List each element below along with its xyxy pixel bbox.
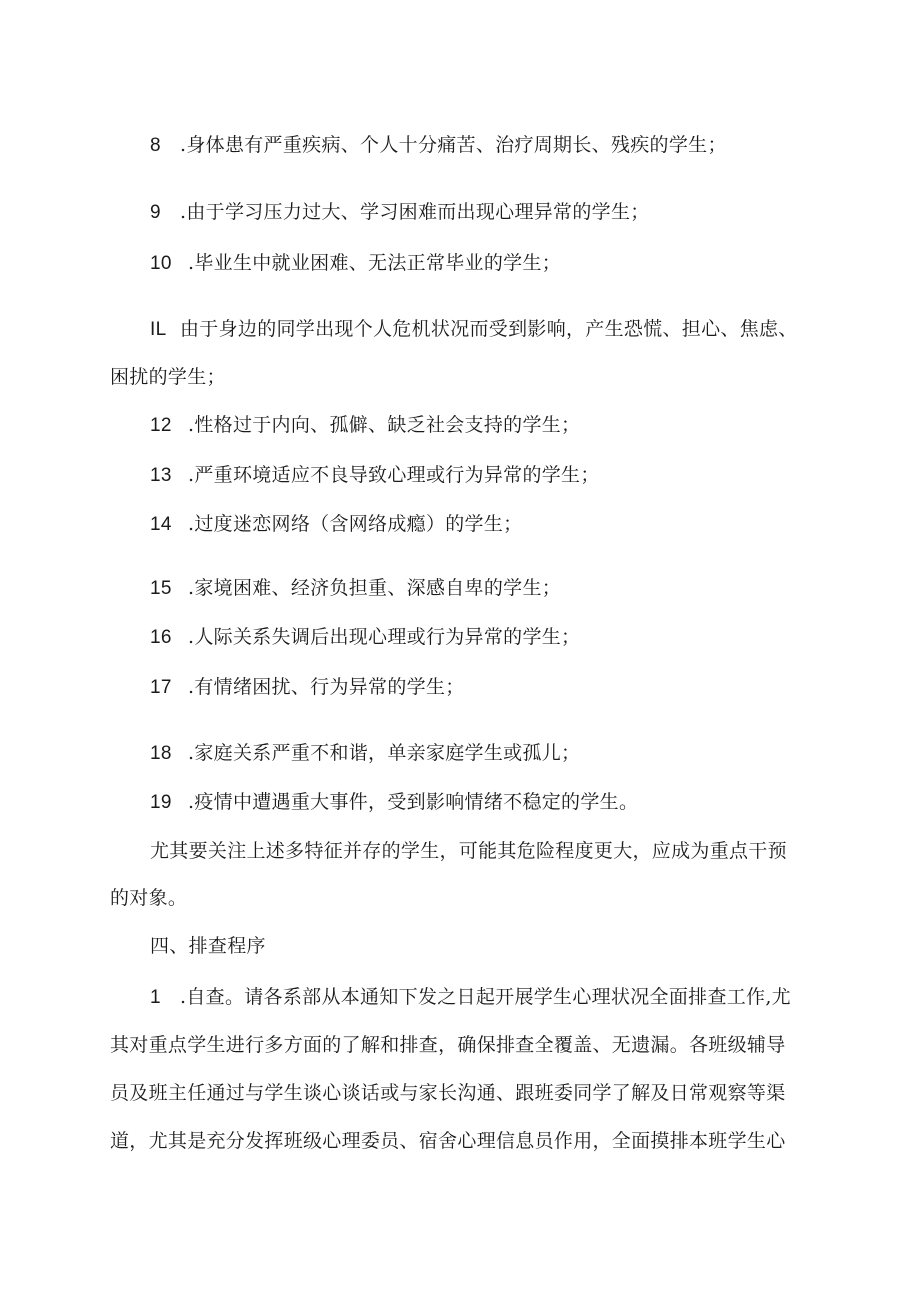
- list-item-13: [150, 464, 860, 487]
- procedure-line-4: 道，尤其是充分发挥班级心理委员、宿舍心理信息员作用，全面摸排本班学生心: [110, 1130, 786, 1152]
- procedure-line-2: 其对重点学生进行多方面的了解和排查，确保排查全覆盖、无遗漏。各班级辅导: [110, 1034, 786, 1056]
- list-text: .过度迷恋网络（含网络成瘾）的学生；: [188, 513, 523, 535]
- list-item-14: [150, 513, 860, 536]
- list-item-10: [150, 252, 860, 275]
- list-item-19: [150, 791, 860, 814]
- list-number: 8: [150, 135, 161, 156]
- list-item-11-continuation: 困扰的学生；: [110, 366, 226, 388]
- list-number: 9: [150, 202, 161, 223]
- list-text: .人际关系失调后出现心理或行为异常的学生；: [188, 626, 581, 648]
- list-number: 12: [150, 415, 172, 436]
- list-number: 1: [150, 987, 161, 1008]
- list-item-11: [150, 318, 860, 341]
- list-number: 10: [150, 253, 172, 274]
- list-number: 14: [150, 514, 172, 535]
- list-text: .疫情中遭遇重大事件，受到影响情绪不稳定的学生。: [188, 791, 639, 813]
- list-item-17: [150, 676, 860, 699]
- list-item-12: [150, 414, 860, 437]
- list-text: .身体患有严重疾病、个人十分痛苦、治疗周期长、残疾的学生；: [180, 134, 727, 156]
- list-item-8: [150, 134, 860, 157]
- list-text: 由于身边的同学出现个人危机状况而受到影响，产生恐慌、担心、焦虑、: [180, 318, 798, 340]
- procedure-line-3: 员及班主任通过与学生谈心谈话或与家长沟通、跟班委同学了解及日常观察等渠: [110, 1082, 786, 1104]
- list-number: 18: [150, 743, 172, 764]
- list-text: .性格过于内向、孤僻、缺乏社会支持的学生；: [188, 414, 581, 436]
- list-text: .由于学习压力过大、学习困难而出现心理异常的学生；: [180, 201, 650, 223]
- section-heading: 四、排查程序: [150, 935, 266, 957]
- list-item-18: [150, 742, 860, 765]
- list-item-15: [150, 577, 860, 600]
- procedure-text: .自查。请各系部从本通知下发之日起开展学生心理状况全面排查工作,尤: [180, 986, 791, 1008]
- list-item-16: [150, 626, 860, 649]
- list-number: 13: [150, 465, 172, 486]
- list-item-9: [150, 201, 860, 224]
- list-number: IL: [150, 319, 167, 340]
- list-text: .毕业生中就业困难、无法正常毕业的学生；: [188, 252, 562, 274]
- procedure-line-1: [150, 986, 860, 1009]
- list-text: .家境困难、经济负担重、深感自卑的学生；: [188, 577, 562, 599]
- list-number: 17: [150, 677, 172, 698]
- list-text: .严重环境适应不良导致心理或行为异常的学生；: [188, 464, 600, 486]
- list-number: 15: [150, 578, 172, 599]
- list-number: 19: [150, 792, 172, 813]
- note-paragraph-line-1: 尤其要关注上述多特征并存的学生，可能其危险程度更大，应成为重点干预: [150, 840, 787, 862]
- list-text: .有情绪困扰、行为异常的学生；: [188, 676, 465, 698]
- list-text: .家庭关系严重不和谐，单亲家庭学生或孤儿；: [188, 742, 581, 764]
- list-number: 16: [150, 627, 172, 648]
- note-paragraph-line-2: 的对象。: [110, 887, 188, 909]
